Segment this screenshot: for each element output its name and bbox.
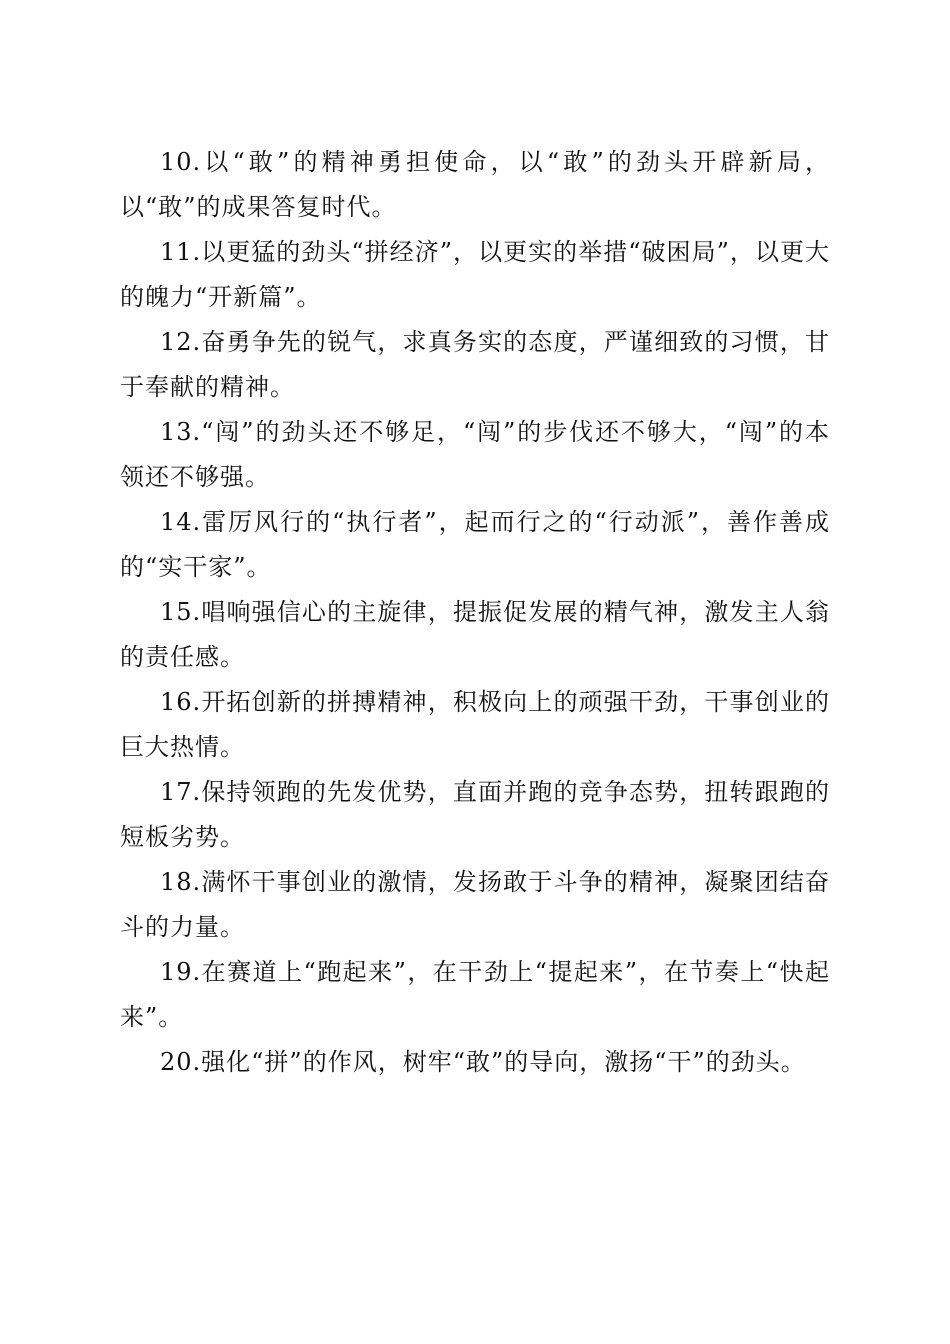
list-item: 14.雷厉风行的“执行者”，起而行之的“行动派”，善作善成的“实干家”。 xyxy=(120,508,830,581)
list-item: 12.奋勇争先的锐气，求真务实的态度，严谨细致的习惯，甘于奉献的精神。 xyxy=(120,328,830,401)
document-body xyxy=(120,140,830,1085)
list-item: 20.强化“拼”的作风，树牢“敢”的导向，激扬“干”的劲头。 xyxy=(160,1048,806,1076)
list-item: 10.以“敢”的精神勇担使命，以“敢”的劲头开辟新局，以“敢”的成果答复时代。 xyxy=(120,148,830,221)
list-item: 17.保持领跑的先发优势，直面并跑的竞争态势，扭转跟跑的短板劣势。 xyxy=(120,778,830,851)
list-item: 18.满怀干事创业的激情，发扬敢于斗争的精神，凝聚团结奋斗的力量。 xyxy=(120,868,830,941)
list-item: 13.“闯”的劲头还不够足，“闯”的步伐还不够大，“闯”的本领还不够强。 xyxy=(120,418,830,491)
list-item: 16.开拓创新的拼搏精神，积极向上的顽强干劲，干事创业的巨大热情。 xyxy=(120,688,830,761)
list-item: 19.在赛道上“跑起来”，在干劲上“提起来”，在节奏上“快起来”。 xyxy=(120,958,830,1031)
list-item: 11.以更猛的劲头“拼经济”，以更实的举措“破困局”，以更大的魄力“开新篇”。 xyxy=(120,238,830,311)
list-item: 15.唱响强信心的主旋律，提振促发展的精气神，激发主人翁的责任感。 xyxy=(120,598,830,671)
